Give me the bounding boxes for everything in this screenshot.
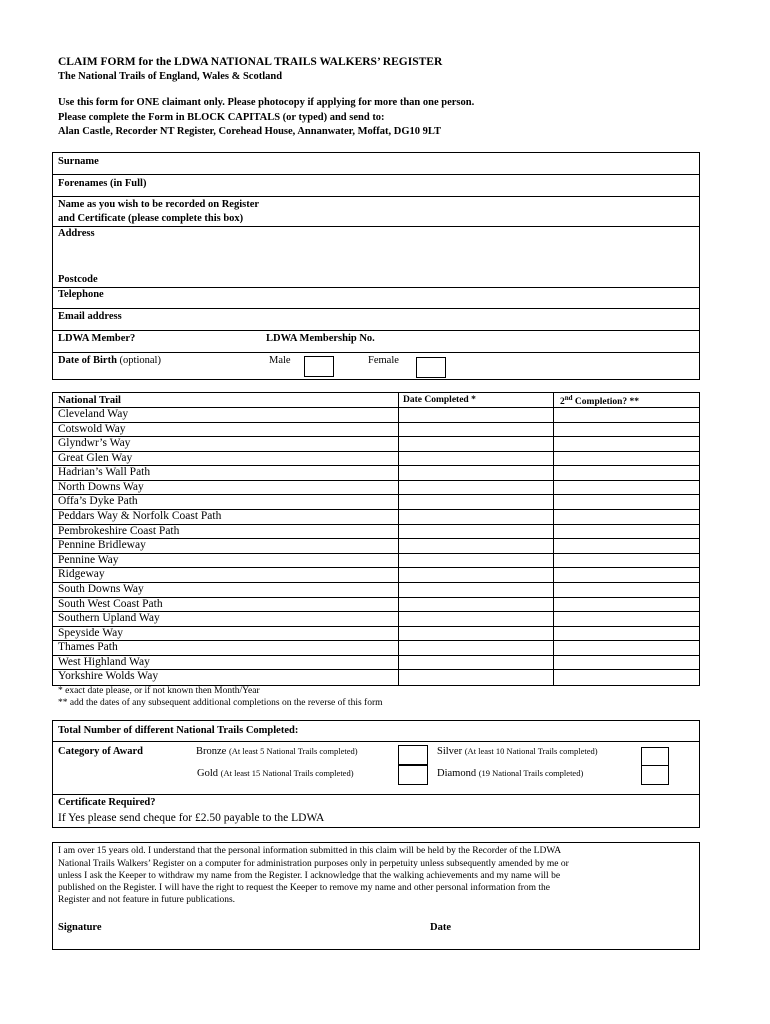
date-completed-cell[interactable] — [399, 525, 552, 539]
date-completed-cell[interactable] — [399, 612, 552, 626]
date-completed-header: Date Completed * — [403, 395, 476, 405]
recorder-address: Alan Castle, Recorder NT Register, Corehead House, Annanwater, Moffat, DG10 9LT — [58, 126, 441, 137]
certificate-required-label: Certificate Required? — [58, 797, 156, 808]
trail-row-label: Cleveland Way — [58, 408, 129, 420]
category-award-label: Category of Award — [58, 746, 143, 757]
second-completion-cell[interactable] — [554, 539, 699, 553]
trail-row-label: Offa’s Dyke Path — [58, 495, 138, 508]
trail-row-label: South West Coast Path — [58, 597, 163, 610]
forenames-label: Forenames (in Full) — [58, 178, 147, 189]
trail-row-label: North Downs Way — [58, 480, 144, 493]
second-completion-cell[interactable] — [554, 612, 699, 626]
date-completed-cell[interactable] — [399, 495, 552, 509]
second-completion-cell[interactable] — [554, 466, 699, 480]
second-completion-cell[interactable] — [554, 481, 699, 495]
male-label: Male — [269, 355, 291, 366]
second-completion-cell[interactable] — [554, 656, 699, 670]
trail-row-label: Hadrian’s Wall Path — [58, 466, 151, 479]
second-completion-cell[interactable] — [554, 510, 699, 524]
instruction-block-capitals: Please complete the Form in BLOCK CAPITALS (or typed) and send to: — [58, 112, 385, 123]
second-completion-cell[interactable] — [554, 568, 699, 582]
date-completed-cell[interactable] — [399, 510, 552, 524]
note-additional-completions: ** add the dates of any subsequent additional completions on the reverse of this form — [58, 698, 383, 708]
date-completed-cell[interactable] — [399, 481, 552, 495]
second-completion-cell[interactable] — [554, 670, 699, 684]
trail-row-label: Pennine Bridleway — [58, 539, 146, 552]
total-trails-label: Total Number of different National Trails Completed: — [58, 725, 299, 736]
second-completion-header: 2nd Completion? ** — [560, 394, 640, 408]
declaration-line-2: National Trails Walkers’ Register on a computer for administration purposes only in perpetuity unless subsequently amended by me or — [58, 859, 569, 869]
membership-no-label: LDWA Membership No. — [266, 333, 375, 344]
dob-label: Date of Birth (optional) — [58, 355, 161, 366]
national-trail-header: National Trail — [58, 395, 121, 406]
date-completed-cell[interactable] — [399, 583, 552, 597]
trail-row-label: Great Glen Way — [58, 451, 133, 464]
date-completed-cell[interactable] — [399, 466, 552, 480]
note-exact-date: * exact date please, or if not known then Month/Year — [58, 686, 260, 696]
trail-row-label: West Highland Way — [58, 655, 150, 668]
bronze-label: Bronze (At least 5 National Trails completed) — [196, 746, 358, 757]
date-completed-cell[interactable] — [399, 437, 552, 451]
second-completion-cell[interactable] — [554, 627, 699, 641]
address-label: Address — [58, 228, 95, 239]
trail-row-label: Ridgeway — [58, 568, 105, 581]
date-completed-cell[interactable] — [399, 670, 552, 684]
declaration-line-4: published on the Register. I will have the right to request the Keeper to remove my name and other personal information from the — [58, 883, 551, 893]
date-completed-cell[interactable] — [399, 598, 552, 612]
trail-row-label: South Downs Way — [58, 582, 144, 595]
date-label: Date — [430, 922, 451, 933]
declaration-line-1: I am over 15 years old. I understand that the personal information submitted in this claim will be held by the Recorder of the LDWA — [58, 846, 562, 856]
second-completion-cell[interactable] — [554, 437, 699, 451]
gold-label: Gold (At least 15 National Trails completed) — [197, 768, 354, 779]
cheque-instruction: If Yes please send cheque for £2.50 payable to the LDWA — [58, 812, 325, 824]
declaration-line-5: Register and not feature in future publications. — [58, 895, 236, 905]
date-completed-cell[interactable] — [399, 423, 552, 437]
form-subtitle: The National Trails of England, Wales & Scotland — [58, 71, 283, 82]
date-completed-cell[interactable] — [399, 408, 552, 422]
trail-row-label: Speyside Way — [58, 626, 123, 639]
silver-label: Silver (At least 10 National Trails completed) — [437, 746, 598, 757]
surname-label: Surname — [58, 156, 99, 167]
second-completion-cell[interactable] — [554, 525, 699, 539]
email-label: Email address — [58, 311, 122, 322]
trail-row-label: Thames Path — [58, 641, 118, 654]
trail-row-label: Glyndwr’s Way — [58, 437, 131, 450]
female-label: Female — [368, 355, 399, 366]
second-completion-cell[interactable] — [554, 641, 699, 655]
female-checkbox[interactable] — [416, 357, 446, 378]
trail-row-label: Peddars Way & Norfolk Coast Path — [58, 510, 222, 523]
bronze-checkbox[interactable] — [398, 745, 428, 765]
date-completed-cell[interactable] — [399, 452, 552, 466]
male-checkbox[interactable] — [304, 356, 334, 377]
date-completed-cell[interactable] — [399, 539, 552, 553]
second-completion-cell[interactable] — [554, 554, 699, 568]
trail-row-label: Southern Upland Way — [58, 612, 160, 625]
declaration-line-3: unless I ask the Keeper to withdraw my name from the Register. I acknowledge that the walking achievements and my name will be — [58, 871, 561, 881]
trail-row-label: Pennine Way — [58, 553, 119, 566]
date-completed-cell[interactable] — [399, 656, 552, 670]
second-completion-cell[interactable] — [554, 452, 699, 466]
second-completion-cell[interactable] — [554, 598, 699, 612]
second-completion-cell[interactable] — [554, 583, 699, 597]
trail-row-label: Pembrokeshire Coast Path — [58, 524, 180, 537]
instruction-one-claimant: Use this form for ONE claimant only. Please photocopy if applying for more than one person. — [58, 97, 475, 108]
date-completed-cell[interactable] — [399, 568, 552, 582]
silver-checkbox[interactable] — [641, 747, 669, 767]
date-completed-cell[interactable] — [399, 627, 552, 641]
date-completed-cell[interactable] — [399, 554, 552, 568]
second-completion-cell[interactable] — [554, 495, 699, 509]
trail-row-label: Yorkshire Wolds Way — [58, 670, 159, 683]
telephone-label: Telephone — [58, 289, 104, 300]
second-completion-cell[interactable] — [554, 423, 699, 437]
personal-details-box — [52, 152, 700, 380]
diamond-checkbox[interactable] — [641, 765, 669, 785]
second-completion-cell[interactable] — [554, 408, 699, 422]
date-completed-cell[interactable] — [399, 641, 552, 655]
register-name-label-2: and Certificate (please complete this box) — [58, 213, 244, 224]
postcode-label: Postcode — [58, 274, 98, 285]
gold-checkbox[interactable] — [398, 765, 428, 785]
ldwa-member-label: LDWA Member? — [58, 333, 136, 344]
trail-row-label: Cotswold Way — [58, 422, 126, 435]
diamond-label: Diamond (19 National Trails completed) — [437, 768, 584, 779]
signature-label: Signature — [58, 922, 102, 933]
form-title: CLAIM FORM for the LDWA NATIONAL TRAILS WALKERS’ REGISTER — [58, 56, 443, 68]
register-name-label: Name as you wish to be recorded on Register — [58, 199, 260, 210]
